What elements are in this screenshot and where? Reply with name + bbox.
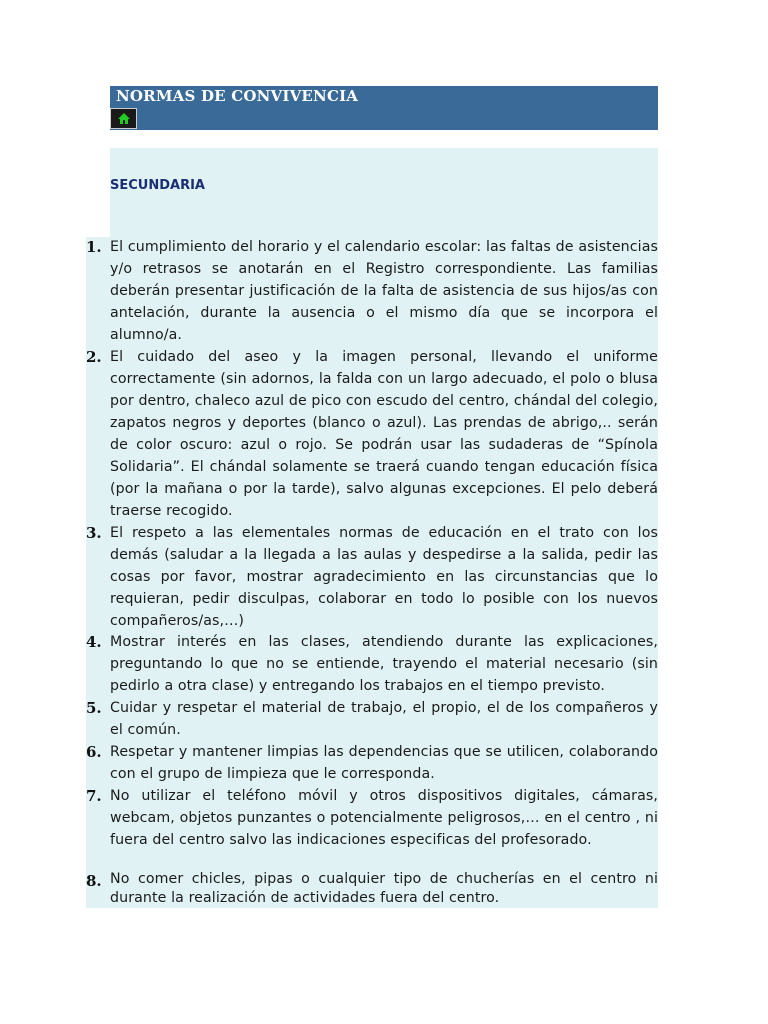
item-number: 7. — [86, 787, 102, 805]
item-number: 5. — [86, 699, 102, 717]
item-number: 8. — [86, 872, 102, 890]
home-button[interactable] — [110, 108, 137, 129]
item-text: El respeto a las elementales normas de educación en el trato con los demás (saludar a la llegada a las aulas y despedirse a la salida, pedir las cosas por favor, mostrar agradecimiento en las circunstancias que lo requieran, pedir disculpas, colaborar en todo lo posible con los nuevos compañeros/as,…) — [110, 525, 658, 629]
section-title: SECUNDARIA — [110, 178, 205, 193]
item-number: 6. — [86, 743, 102, 761]
home-icon — [117, 112, 131, 125]
item-number: 4. — [86, 633, 102, 651]
item-text: Mostrar interés en las clases, atendiendo durante las explicaciones, preguntando lo que no se entiende, trayendo el material necesario (sin pedirlo a otra clase) y entregando los trabajos en el tiempo previsto. — [110, 634, 658, 694]
page-title: NORMAS DE CONVIVENCIA — [116, 87, 359, 105]
item-text: No comer chicles, pipas o cualquier tipo de chucherías en el centro ni durante la realización de actividades fuera del centro. — [110, 871, 658, 906]
item-text: Respetar y mantener limpias las dependencias que se utilicen, colaborando con el grupo de limpieza que le corresponda. — [110, 744, 658, 782]
page-header — [110, 86, 658, 130]
item-text: No utilizar el teléfono móvil y otros dispositivos digitales, cámaras, webcam, objetos punzantes o potencialmente peligrosos,… en el centro , ni fuera del centro salvo las indicaciones especificas del profesorado. — [110, 788, 658, 848]
item-text: El cumplimiento del horario y el calendario escolar: las faltas de asistencias y/o retrasos se anotarán en el Registro correspondiente. Las familias deberán presentar justificación de la falta de asistencia de sus hijos/as con antelación, durante la ausencia o el mismo día que se incorpora el alumno/a. — [110, 239, 658, 343]
item-text: El cuidado del aseo y la imagen personal, llevando el uniforme correctamente (sin adornos, la falda con un largo adecuado, el polo o blusa por dentro, chaleco azul de pico con escudo del centro, chándal del colegio, zapatos negros y deportes (blanco o azul). Las prendas de abrigo,.. serán de color oscuro: azul o rojo. Se podrán usar las sudaderas de “Spínola Solidaria”. El chándal solamente se traerá cuando tengan educación física (por la mañana o por la tarde), salvo algunas excepciones. El pelo deberá traerse recogido. — [110, 349, 658, 519]
item-number: 1. — [86, 238, 102, 256]
item-number: 3. — [86, 524, 102, 542]
item-text: Cuidar y respetar el material de trabajo, el propio, el de los compañeros y el común. — [110, 700, 658, 738]
item-number: 2. — [86, 348, 102, 366]
